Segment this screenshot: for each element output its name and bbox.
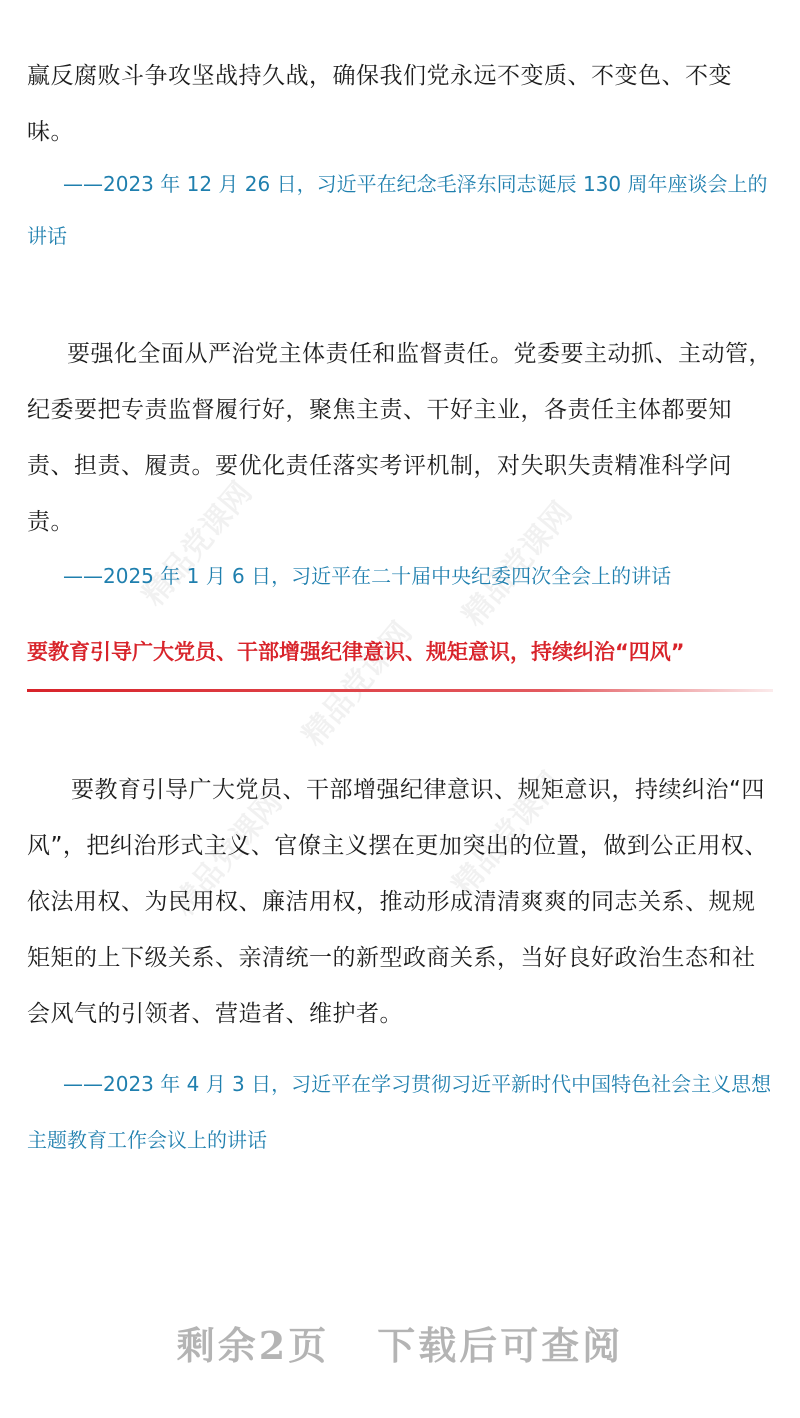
- quote-source-3: ——2023 年 4 月 3 日，习近平在学习贯彻习近平新时代中国特色社会主义思想主题教育工作会议上的讲话: [27, 1072, 772, 1152]
- quote-source-1: ——2023 年 12 月 26 日，习近平在纪念毛泽东同志诞辰 130 周年座谈会上的讲话: [27, 172, 768, 248]
- heading-divider: [27, 689, 773, 692]
- download-prompt[interactable]: [0, 1315, 800, 1370]
- download-label: 下载后可查阅: [377, 1323, 624, 1368]
- watermark-text: 精品党课网: [446, 765, 570, 903]
- section-heading: 要教育引导广大党员、干部增强纪律意识、规矩意识，持续纠治“四风”: [27, 640, 685, 664]
- watermark-text: 精品党课网: [136, 475, 260, 613]
- watermark-text: 精品党课网: [456, 495, 580, 633]
- quote-source-2: ——2025 年 1 月 6 日，习近平在二十届中央纪委四次全会上的讲话: [63, 564, 672, 588]
- watermark-text: 精品党课网: [166, 785, 290, 923]
- remaining-pages-label: 剩余2页: [176, 1323, 330, 1368]
- watermark-text: 精品党课网: [296, 615, 420, 753]
- quote-paragraph-1: 赢反腐败斗争攻坚战持久战，确保我们党永远不变质、不变色、不变味。: [27, 63, 732, 145]
- quote-paragraph-3: 要教育引导广大党员、干部增强纪律意识、规矩意识，持续纠治“四风”，把纠治形式主义、官僚主义摆在更加突出的位置，做到公正用权、依法用权、为民用权、廉洁用权，推动形成清清爽爽的同志关系、规规矩矩的上下级关系、亲清统一的新型政商关系，当好良好政治生态和社会风气的引领者、营造者、维护者。: [27, 777, 768, 1027]
- quote-paragraph-2: 要强化全面从严治党主体责任和监督责任。党委要主动抓、主动管，纪委要把专责监督履行好，聚焦主责、干好主业，各责任主体都要知责、担责、履责。要优化责任落实考评机制，对失职失责精准科学问责。: [27, 341, 772, 535]
